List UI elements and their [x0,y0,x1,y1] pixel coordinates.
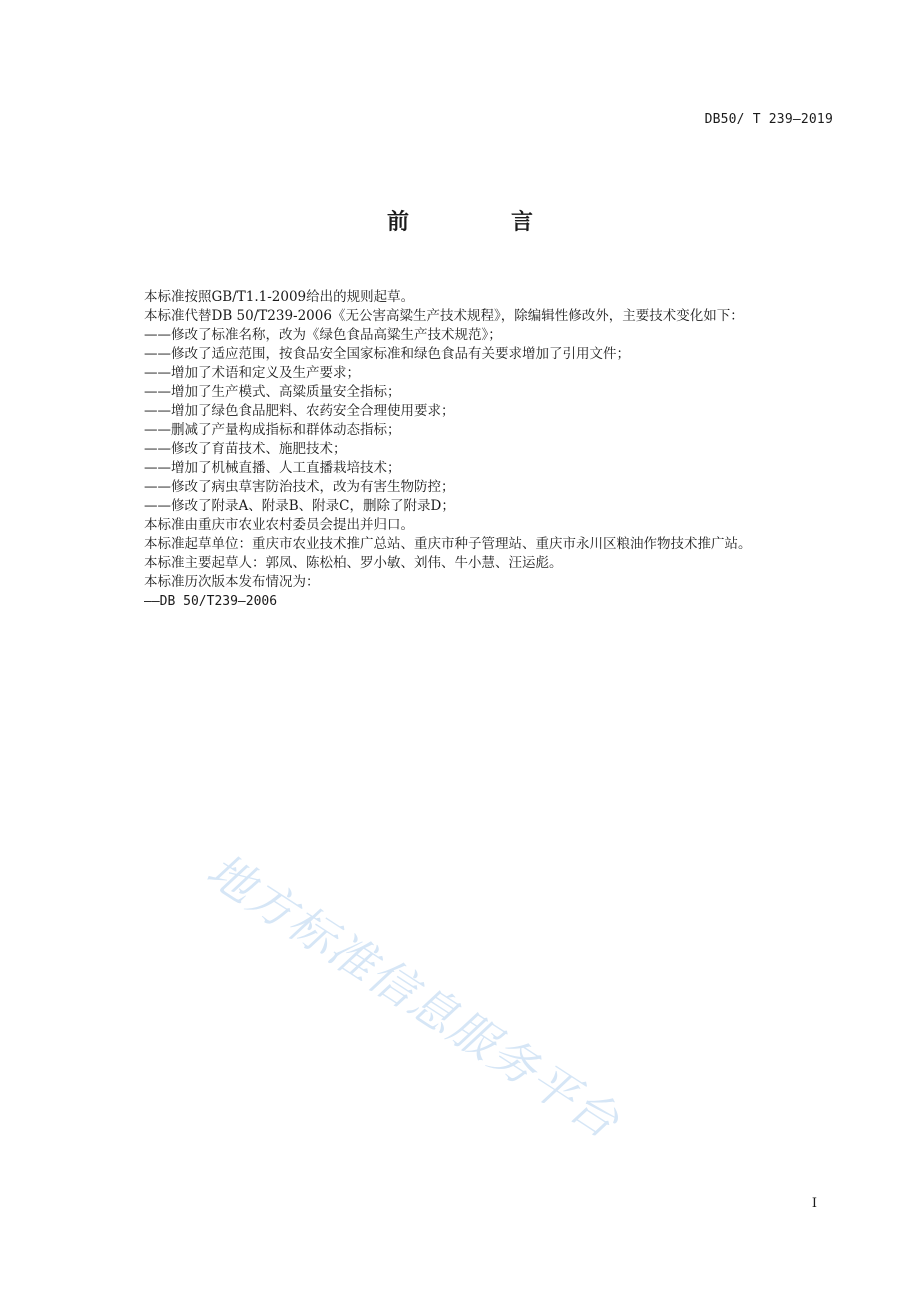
change-item: ——修改了育苗技术、施肥技术； [144,441,347,457]
change-item: ——增加了术语和定义及生产要求； [144,365,360,381]
standard-code: DB50/ T 239—2019 [704,112,833,127]
paragraph-version-history: 本标准历次版本发布情况为： [144,574,320,590]
change-item: ——修改了病虫草害防治技术，改为有害生物防控； [144,479,455,495]
change-item: ——增加了机械直播、人工直播栽培技术； [144,460,401,476]
foreword-body [110,288,832,611]
paragraph-drafting-rules: 本标准按照GB/T1.1-2009给出的规则起草。 [144,289,415,305]
page-number: I [811,1196,817,1211]
change-item: ——删减了产量构成指标和群体动态指标； [144,422,401,438]
change-item: ——修改了标准名称，改为《绿色食品高粱生产技术规范》； [144,327,502,343]
paragraph-replacement: 本标准代替DB 50/T239-2006《无公害高粱生产技术规程》，除编辑性修改外，主要技术变化如下： [144,308,744,324]
paragraph-proposer: 本标准由重庆市农业农村委员会提出并归口。 [144,517,414,533]
previous-version-item: ——DB 50/T239—2006 [144,594,278,609]
change-item: ——修改了附录A、附录B、附录C，删除了附录D； [144,498,455,514]
change-item: ——修改了适应范围，按食品安全国家标准和绿色食品有关要求增加了引用文件； [144,346,630,362]
paragraph-drafters: 本标准主要起草人：郭凤、陈松柏、罗小敏、刘伟、牛小慧、汪运彪。 [144,555,563,571]
page-title: 前 言 [386,210,573,235]
paragraph-drafting-units: 本标准起草单位：重庆市农业技术推广总站、重庆市种子管理站、重庆市永川区粮油作物技术推广站。 [144,536,752,552]
change-item: ——增加了绿色食品肥料、农药安全合理使用要求； [144,403,455,419]
change-item: ——增加了生产模式、高粱质量安全指标； [144,384,401,400]
watermark-text: 地方标准信息服务平台 [197,842,630,1150]
